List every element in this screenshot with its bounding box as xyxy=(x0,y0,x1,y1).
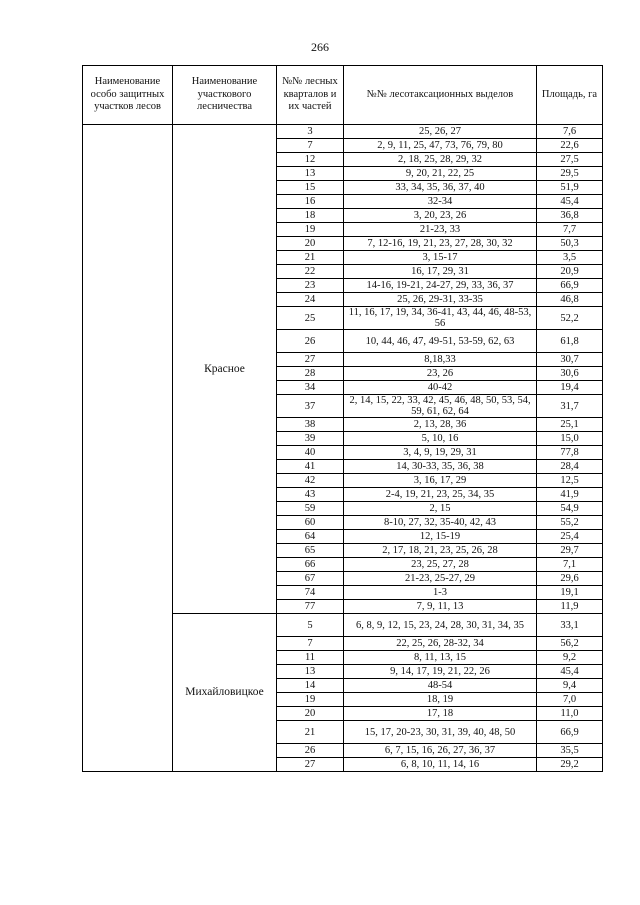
area-cell: 29,6 xyxy=(537,572,603,586)
quarter-cell: 59 xyxy=(277,502,344,516)
area-cell: 28,4 xyxy=(537,460,603,474)
allotments-cell: 48-54 xyxy=(344,679,537,693)
allotments-cell: 16, 17, 29, 31 xyxy=(344,265,537,279)
allotments-cell: 6, 8, 10, 11, 14, 16 xyxy=(344,758,537,772)
allotments-cell: 9, 20, 21, 22, 25 xyxy=(344,167,537,181)
allotments-cell: 3, 16, 17, 29 xyxy=(344,474,537,488)
quarter-cell: 22 xyxy=(277,265,344,279)
allotments-cell: 11, 16, 17, 19, 34, 36-41, 43, 44, 46, 48-53, 56 xyxy=(344,307,537,330)
area-cell: 19,1 xyxy=(537,586,603,600)
quarter-cell: 26 xyxy=(277,330,344,353)
quarter-cell: 7 xyxy=(277,637,344,651)
allotments-cell: 8,18,33 xyxy=(344,353,537,367)
quarter-cell: 27 xyxy=(277,353,344,367)
allotments-cell: 14, 30-33, 35, 36, 38 xyxy=(344,460,537,474)
allotments-cell: 21-23, 25-27, 29 xyxy=(344,572,537,586)
quarter-cell: 28 xyxy=(277,367,344,381)
area-cell: 25,1 xyxy=(537,418,603,432)
protected-area-cell xyxy=(83,125,173,772)
quarter-cell: 25 xyxy=(277,307,344,330)
area-cell: 45,4 xyxy=(537,665,603,679)
header-protected-area: Наименование особо защитных участков лесов xyxy=(83,66,173,125)
quarter-cell: 20 xyxy=(277,237,344,251)
allotments-cell: 8-10, 27, 32, 35-40, 42, 43 xyxy=(344,516,537,530)
allotments-cell: 7, 9, 11, 13 xyxy=(344,600,537,614)
quarter-cell: 27 xyxy=(277,758,344,772)
area-cell: 45,4 xyxy=(537,195,603,209)
quarter-cell: 37 xyxy=(277,395,344,418)
allotments-cell: 8, 11, 13, 15 xyxy=(344,651,537,665)
quarter-cell: 42 xyxy=(277,474,344,488)
area-cell: 7,1 xyxy=(537,558,603,572)
allotments-cell: 2, 14, 15, 22, 33, 42, 45, 46, 48, 50, 53, 54, 59, 61, 62, 64 xyxy=(344,395,537,418)
allotments-cell: 23, 26 xyxy=(344,367,537,381)
quarter-cell: 19 xyxy=(277,693,344,707)
allotments-cell: 3, 15-17 xyxy=(344,251,537,265)
quarter-cell: 60 xyxy=(277,516,344,530)
quarter-cell: 74 xyxy=(277,586,344,600)
area-cell: 77,8 xyxy=(537,446,603,460)
area-cell: 51,9 xyxy=(537,181,603,195)
area-cell: 9,4 xyxy=(537,679,603,693)
area-cell: 11,9 xyxy=(537,600,603,614)
allotments-cell: 18, 19 xyxy=(344,693,537,707)
area-cell: 52,2 xyxy=(537,307,603,330)
quarter-cell: 18 xyxy=(277,209,344,223)
quarter-cell: 39 xyxy=(277,432,344,446)
quarter-cell: 21 xyxy=(277,251,344,265)
forestry-name-cell: Михайловицкое xyxy=(173,614,277,772)
area-cell: 36,8 xyxy=(537,209,603,223)
allotments-cell: 22, 25, 26, 28-32, 34 xyxy=(344,637,537,651)
allotments-cell: 2, 9, 11, 25, 47, 73, 76, 79, 80 xyxy=(344,139,537,153)
allotments-cell: 32-34 xyxy=(344,195,537,209)
quarter-cell: 16 xyxy=(277,195,344,209)
area-cell: 11,0 xyxy=(537,707,603,721)
area-cell: 7,7 xyxy=(537,223,603,237)
quarter-cell: 40 xyxy=(277,446,344,460)
quarter-cell: 67 xyxy=(277,572,344,586)
area-cell: 25,4 xyxy=(537,530,603,544)
area-cell: 20,9 xyxy=(537,265,603,279)
allotments-cell: 2-4, 19, 21, 23, 25, 34, 35 xyxy=(344,488,537,502)
header-quarters: №№ лесных кварталов и их частей xyxy=(277,66,344,125)
allotments-cell: 21-23, 33 xyxy=(344,223,537,237)
quarter-cell: 13 xyxy=(277,167,344,181)
allotments-cell: 14-16, 19-21, 24-27, 29, 33, 36, 37 xyxy=(344,279,537,293)
area-cell: 7,6 xyxy=(537,125,603,139)
quarter-cell: 3 xyxy=(277,125,344,139)
quarter-cell: 43 xyxy=(277,488,344,502)
area-cell: 55,2 xyxy=(537,516,603,530)
forest-allotments-table xyxy=(82,65,603,772)
area-cell: 46,8 xyxy=(537,293,603,307)
area-cell: 29,7 xyxy=(537,544,603,558)
allotments-cell: 1-3 xyxy=(344,586,537,600)
area-cell: 33,1 xyxy=(537,614,603,637)
allotments-cell: 2, 15 xyxy=(344,502,537,516)
allotments-cell: 17, 18 xyxy=(344,707,537,721)
area-cell: 22,6 xyxy=(537,139,603,153)
allotments-cell: 6, 7, 15, 16, 26, 27, 36, 37 xyxy=(344,744,537,758)
table-header-row xyxy=(83,66,603,125)
allotments-cell: 10, 44, 46, 47, 49-51, 53-59, 62, 63 xyxy=(344,330,537,353)
quarter-cell: 19 xyxy=(277,223,344,237)
allotments-cell: 2, 13, 28, 36 xyxy=(344,418,537,432)
table-body xyxy=(83,125,603,772)
allotments-cell: 5, 10, 16 xyxy=(344,432,537,446)
area-cell: 31,7 xyxy=(537,395,603,418)
quarter-cell: 23 xyxy=(277,279,344,293)
forestry-name-cell: Красное xyxy=(173,125,277,614)
quarter-cell: 24 xyxy=(277,293,344,307)
quarter-cell: 66 xyxy=(277,558,344,572)
area-cell: 7,0 xyxy=(537,693,603,707)
header-area: Площадь, га xyxy=(537,66,603,125)
header-allotments: №№ лесотаксационных выделов xyxy=(344,66,537,125)
quarter-cell: 26 xyxy=(277,744,344,758)
quarter-cell: 41 xyxy=(277,460,344,474)
allotments-cell: 23, 25, 27, 28 xyxy=(344,558,537,572)
quarter-cell: 77 xyxy=(277,600,344,614)
quarter-cell: 20 xyxy=(277,707,344,721)
quarter-cell: 65 xyxy=(277,544,344,558)
area-cell: 61,8 xyxy=(537,330,603,353)
quarter-cell: 5 xyxy=(277,614,344,637)
area-cell: 29,5 xyxy=(537,167,603,181)
area-cell: 29,2 xyxy=(537,758,603,772)
allotments-cell: 3, 4, 9, 19, 29, 31 xyxy=(344,446,537,460)
area-cell: 54,9 xyxy=(537,502,603,516)
area-cell: 56,2 xyxy=(537,637,603,651)
area-cell: 66,9 xyxy=(537,279,603,293)
quarter-cell: 7 xyxy=(277,139,344,153)
allotments-cell: 2, 17, 18, 21, 23, 25, 26, 28 xyxy=(344,544,537,558)
allotments-cell: 25, 26, 27 xyxy=(344,125,537,139)
area-cell: 66,9 xyxy=(537,721,603,744)
area-cell: 15,0 xyxy=(537,432,603,446)
quarter-cell: 11 xyxy=(277,651,344,665)
area-cell: 27,5 xyxy=(537,153,603,167)
allotments-cell: 15, 17, 20-23, 30, 31, 39, 40, 48, 50 xyxy=(344,721,537,744)
page-number: 266 xyxy=(311,40,329,54)
allotments-cell: 6, 8, 9, 12, 15, 23, 24, 28, 30, 31, 34, 35 xyxy=(344,614,537,637)
header-forestry: Наименование участкового лесничества xyxy=(173,66,277,125)
area-cell: 41,9 xyxy=(537,488,603,502)
area-cell: 12,5 xyxy=(537,474,603,488)
allotments-cell: 12, 15-19 xyxy=(344,530,537,544)
area-cell: 9,2 xyxy=(537,651,603,665)
quarter-cell: 64 xyxy=(277,530,344,544)
allotments-cell: 7, 12-16, 19, 21, 23, 27, 28, 30, 32 xyxy=(344,237,537,251)
area-cell: 30,7 xyxy=(537,353,603,367)
allotments-cell: 33, 34, 35, 36, 37, 40 xyxy=(344,181,537,195)
quarter-cell: 13 xyxy=(277,665,344,679)
quarter-cell: 21 xyxy=(277,721,344,744)
area-cell: 35,5 xyxy=(537,744,603,758)
quarter-cell: 38 xyxy=(277,418,344,432)
quarter-cell: 14 xyxy=(277,679,344,693)
quarter-cell: 12 xyxy=(277,153,344,167)
area-cell: 3,5 xyxy=(537,251,603,265)
allotments-cell: 25, 26, 29-31, 33-35 xyxy=(344,293,537,307)
area-cell: 19,4 xyxy=(537,381,603,395)
allotments-cell: 2, 18, 25, 28, 29, 32 xyxy=(344,153,537,167)
allotments-cell: 9, 14, 17, 19, 21, 22, 26 xyxy=(344,665,537,679)
quarter-cell: 15 xyxy=(277,181,344,195)
allotments-cell: 40-42 xyxy=(344,381,537,395)
quarter-cell: 34 xyxy=(277,381,344,395)
area-cell: 50,3 xyxy=(537,237,603,251)
table-row xyxy=(83,125,603,139)
allotments-cell: 3, 20, 23, 26 xyxy=(344,209,537,223)
area-cell: 30,6 xyxy=(537,367,603,381)
